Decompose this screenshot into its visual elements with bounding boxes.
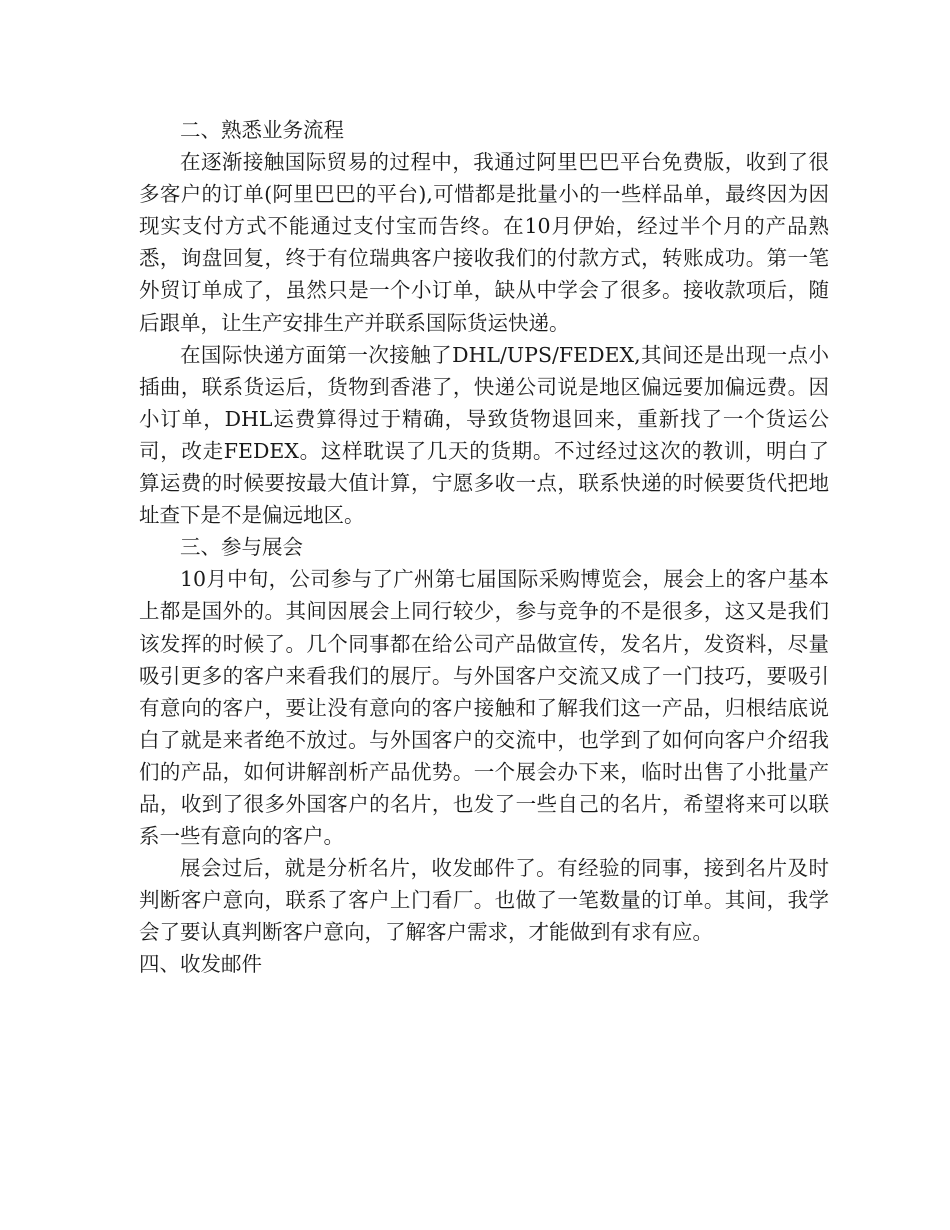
paragraph-guangzhou-expo: 10月中旬，公司参与了广州第七届国际采购博览会，展会上的客户基本上都是国外的。其间因展会上同行较少，参与竞争的不是很多，这又是我们该发挥的时候了。几个同事都在给公司产品做宣传，发名片，发资料，尽量吸引更多的客户来看我们的展厅。与外国客户交流又成了一门技巧，要吸引有意向的客户，要让没有意向的客户接触和了解我们这一产品，归根结底说白了就是来者绝不放过。与外国客户的交流中，也学到了如何向客户介绍我们的产品，如何讲解剖析产品优势。一个展会办下来，临时出售了小批量产品，收到了很多外国客户的名片，也发了一些自己的名片，希望将来可以联系一些有意向的客户。	[139, 567, 829, 849]
paragraph-express-delivery: 在国际快递方面第一次接触了DHL/UPS/FEDEX,其间还是出现一点小插曲，联系货运后，货物到香港了，快递公司说是地区偏远要加偏远费。因小订单，DHL运费算得过于精确，导致货物退回来，重新找了一个货运公司，改走FEDEX。这样耽误了几天的货期。不过经过这次的教训，明白了算运费的时候要按最大值计算，宁愿多收一点，联系快递的时候要货代把地址查下是不是偏远地区。	[139, 342, 829, 528]
paragraph-after-exhibition: 展会过后，就是分析名片，收发邮件了。有经验的同事，接到名片及时判断客户意向，联系了客户上门看厂。也做了一笔数量的订单。其间，我学会了要认真判断客户意向，了解客户需求，才能做到有求有应。	[139, 856, 829, 945]
document-body	[139, 114, 829, 981]
section-heading-email: 四、收发邮件	[139, 952, 262, 977]
section-heading-exhibition: 三、参与展会	[180, 535, 303, 560]
section-heading-business-process: 二、熟悉业务流程	[180, 118, 344, 142]
paragraph-international-trade: 在逐渐接触国际贸易的过程中，我通过阿里巴巴平台免费版，收到了很多客户的订单(阿里巴巴的平台),可惜都是批量小的一些样品单，最终因为因现实支付方式不能通过支付宝而告终。在10月伊始，经过半个月的产品熟悉，询盘回复，终于有位瑞典客户接收我们的付款方式，转账成功。第一笔外贸订单成了，虽然只是一个小订单，缺从中学会了很多。接收款项后，随后跟单，让生产安排生产并联系国际货运快递。	[139, 150, 829, 335]
